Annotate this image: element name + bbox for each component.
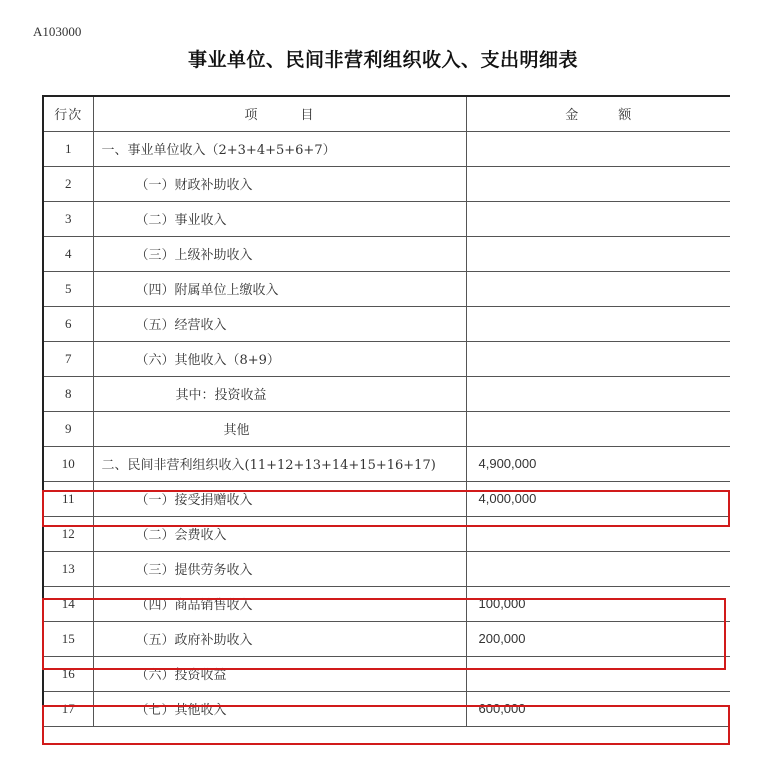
row-number: 10 <box>43 446 93 481</box>
row-amount[interactable] <box>466 131 730 166</box>
row-item: （一）财政补助收入 <box>93 166 466 201</box>
row-amount[interactable] <box>466 411 730 446</box>
row-item: （三）上级补助收入 <box>93 236 466 271</box>
table-row <box>43 446 730 481</box>
table-row <box>43 586 730 621</box>
table-row <box>43 201 730 236</box>
row-item: （二）事业收入 <box>93 201 466 236</box>
row-number: 9 <box>43 411 93 446</box>
row-amount[interactable] <box>466 656 730 691</box>
row-number: 7 <box>43 341 93 376</box>
row-number: 4 <box>43 236 93 271</box>
row-item: 二、民间非营利组织收入(11+12+13+14+15+16+17) <box>93 446 466 481</box>
table-row <box>43 341 730 376</box>
row-item: 一、事业单位收入（2+3+4+5+6+7） <box>93 131 466 166</box>
table-row <box>43 236 730 271</box>
row-amount[interactable]: 100,000 <box>466 586 730 621</box>
row-amount[interactable] <box>466 201 730 236</box>
detail-table-container <box>42 95 730 775</box>
header-row-no: 行次 <box>43 96 93 131</box>
row-amount[interactable] <box>466 516 730 551</box>
row-item: （五）政府补助收入 <box>93 621 466 656</box>
table-row <box>43 306 730 341</box>
row-item: （一）接受捐赠收入 <box>93 481 466 516</box>
table-row <box>43 621 730 656</box>
row-amount[interactable]: 4,000,000 <box>466 481 730 516</box>
row-item: （七）其他收入 <box>93 691 466 726</box>
row-number: 15 <box>43 621 93 656</box>
table-row <box>43 481 730 516</box>
row-number: 16 <box>43 656 93 691</box>
row-amount[interactable] <box>466 376 730 411</box>
row-amount[interactable] <box>466 271 730 306</box>
row-number: 12 <box>43 516 93 551</box>
row-item: （二）会费收入 <box>93 516 466 551</box>
header-amount-char-1: 金 <box>565 108 579 124</box>
row-number: 14 <box>43 586 93 621</box>
header-amount-char-2: 额 <box>618 108 632 124</box>
row-item: （四）商品销售收入 <box>93 586 466 621</box>
row-amount[interactable] <box>466 341 730 376</box>
row-amount[interactable]: 4,900,000 <box>466 446 730 481</box>
row-amount[interactable]: 600,000 <box>466 691 730 726</box>
row-number: 1 <box>43 131 93 166</box>
row-number: 8 <box>43 376 93 411</box>
row-item: 其中：投资收益 <box>93 376 466 411</box>
table-row <box>43 656 730 691</box>
row-item: （四）附属单位上缴收入 <box>93 271 466 306</box>
table-row <box>43 691 730 726</box>
row-amount[interactable] <box>466 166 730 201</box>
row-item: （五）经营收入 <box>93 306 466 341</box>
header-amount <box>466 96 730 131</box>
table-row <box>43 271 730 306</box>
row-item: （六）投资收益 <box>93 656 466 691</box>
form-code: A103000 <box>33 24 82 39</box>
row-amount[interactable] <box>466 551 730 586</box>
row-item: 其他 <box>93 411 466 446</box>
table-row <box>43 551 730 586</box>
table-row <box>43 166 730 201</box>
row-amount[interactable] <box>466 236 730 271</box>
header-item: 项 目 <box>93 96 466 131</box>
row-number: 5 <box>43 271 93 306</box>
table-header-row <box>43 96 730 131</box>
table-row <box>43 411 730 446</box>
row-number: 11 <box>43 481 93 516</box>
table-row <box>43 376 730 411</box>
row-number: 17 <box>43 691 93 726</box>
row-number: 2 <box>43 166 93 201</box>
row-amount[interactable]: 200,000 <box>466 621 730 656</box>
row-number: 13 <box>43 551 93 586</box>
table-row <box>43 516 730 551</box>
table-row <box>43 131 730 166</box>
document-title: 事业单位、民间非营利组织收入、支出明细表 <box>187 49 578 71</box>
row-number: 6 <box>43 306 93 341</box>
row-item: （三）提供劳务收入 <box>93 551 466 586</box>
income-expense-detail-table <box>42 95 730 727</box>
row-amount[interactable] <box>466 306 730 341</box>
row-number: 3 <box>43 201 93 236</box>
row-item: （六）其他收入（8+9） <box>93 341 466 376</box>
